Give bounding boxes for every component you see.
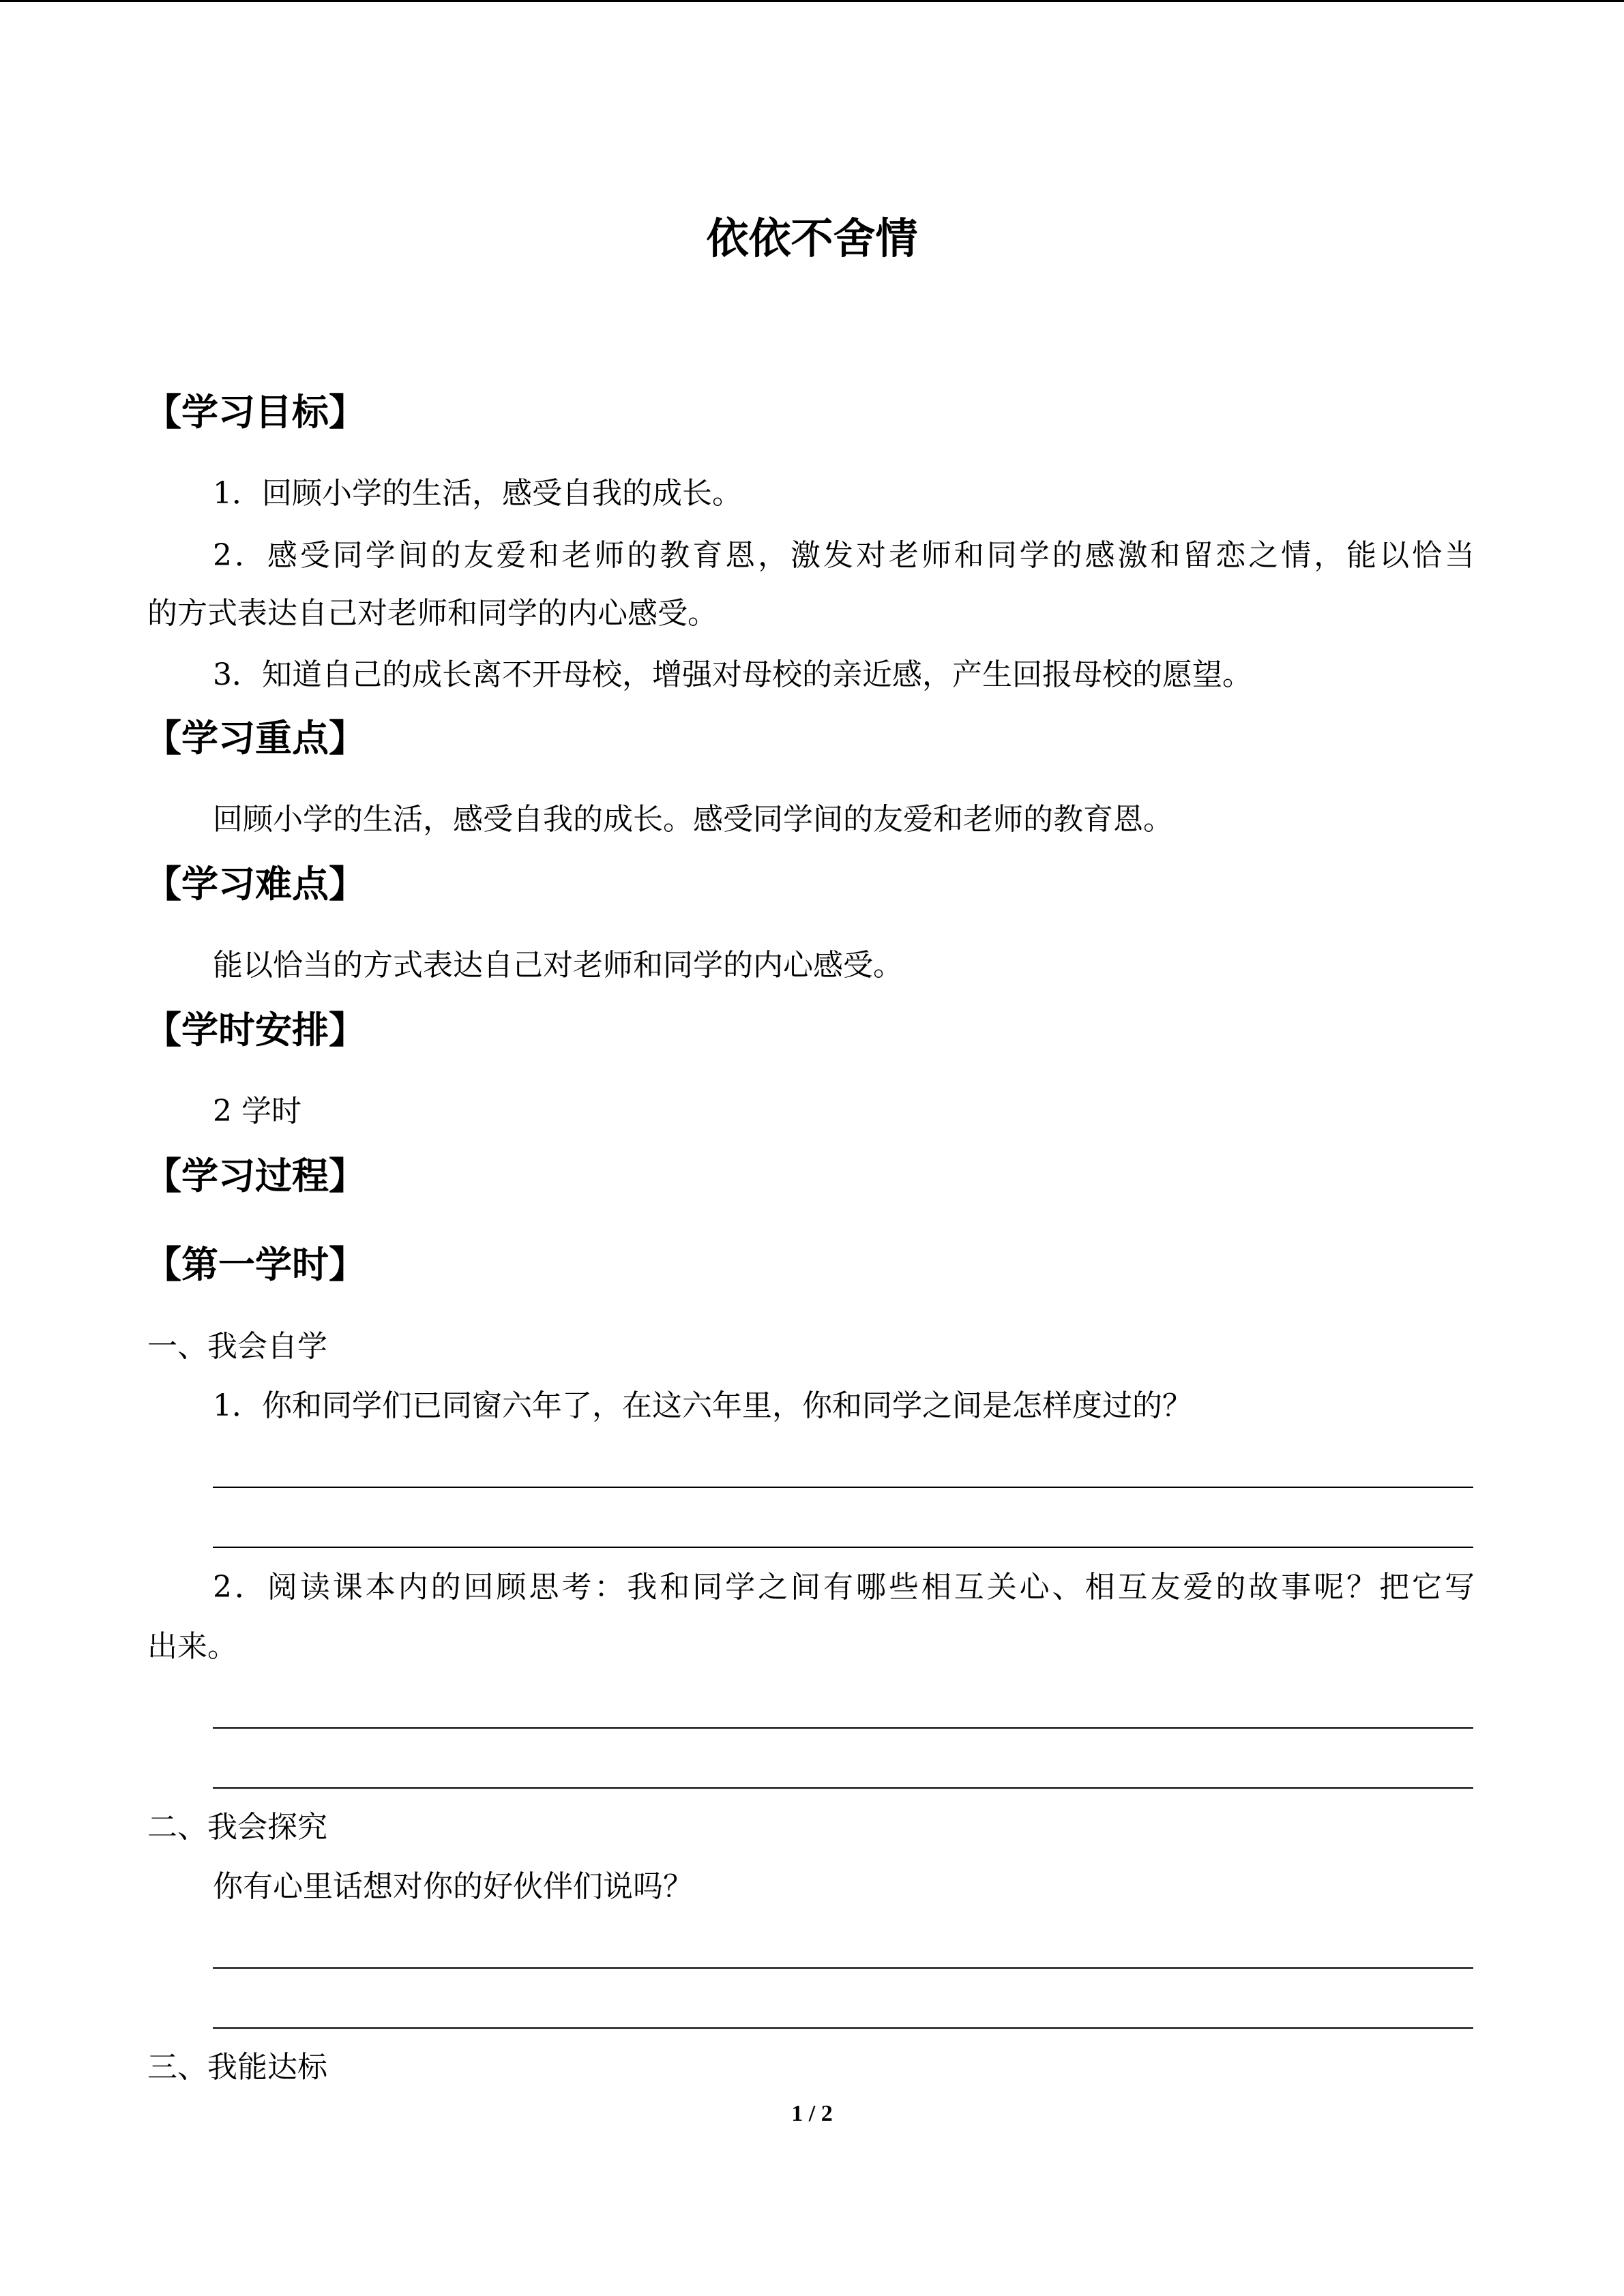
- answer-line[interactable]: [213, 2027, 1473, 2029]
- difficulties-text: 能以恰当的方式表达自己对老师和同学的内心感受。: [213, 948, 903, 983]
- answer-line[interactable]: [213, 1787, 1473, 1789]
- part-1-question-2-line-1: 2．阅读课本内的回顾思考：我和同学之间有哪些相互关心、相互友爱的故事呢？把它写: [213, 1570, 1475, 1605]
- part-1-question-2-line-2: 出来。: [147, 1629, 237, 1664]
- part-1-title: 一、我会自学: [147, 1329, 327, 1364]
- page-top-border: [0, 0, 1624, 2]
- objective-item-1: 1．回顾小学的生活，感受自我的成长。: [213, 476, 742, 511]
- first-period-heading: 【第一学时】: [145, 1243, 366, 1286]
- answer-line[interactable]: [213, 1967, 1473, 1969]
- document-title: 依依不舍情: [706, 213, 918, 263]
- part-2-title: 二、我会探究: [147, 1810, 327, 1845]
- process-heading: 【学习过程】: [145, 1154, 366, 1197]
- answer-line[interactable]: [213, 1727, 1473, 1729]
- objective-item-2-line-1: 2．感受同学间的友爱和老师的教育恩，激发对老师和同学的感激和留恋之情，能以恰当: [213, 538, 1475, 573]
- key-points-text: 回顾小学的生活，感受自我的成长。感受同学间的友爱和老师的教育恩。: [213, 802, 1173, 837]
- part-1-question-1: 1．你和同学们已同窗六年了，在这六年里，你和同学之间是怎样度过的？: [213, 1388, 1192, 1423]
- key-points-heading: 【学习重点】: [145, 717, 366, 760]
- objective-item-3: 3．知道自己的成长离不开母校，增强对母校的亲近感，产生回报母校的愿望。: [213, 657, 1252, 692]
- answer-line[interactable]: [213, 1487, 1473, 1488]
- page-number: 1 / 2: [791, 2101, 833, 2126]
- schedule-text: 2 学时: [213, 1094, 301, 1129]
- answer-line[interactable]: [213, 1547, 1473, 1548]
- difficulties-heading: 【学习难点】: [145, 863, 366, 906]
- part-3-title: 三、我能达标: [147, 2050, 327, 2085]
- schedule-heading: 【学时安排】: [145, 1009, 366, 1052]
- objective-item-2-line-2: 的方式表达自己对老师和同学的内心感受。: [147, 596, 718, 631]
- part-2-question-1: 你有心里话想对你的好伙伴们说吗？: [213, 1869, 693, 1904]
- objectives-heading: 【学习目标】: [145, 391, 366, 434]
